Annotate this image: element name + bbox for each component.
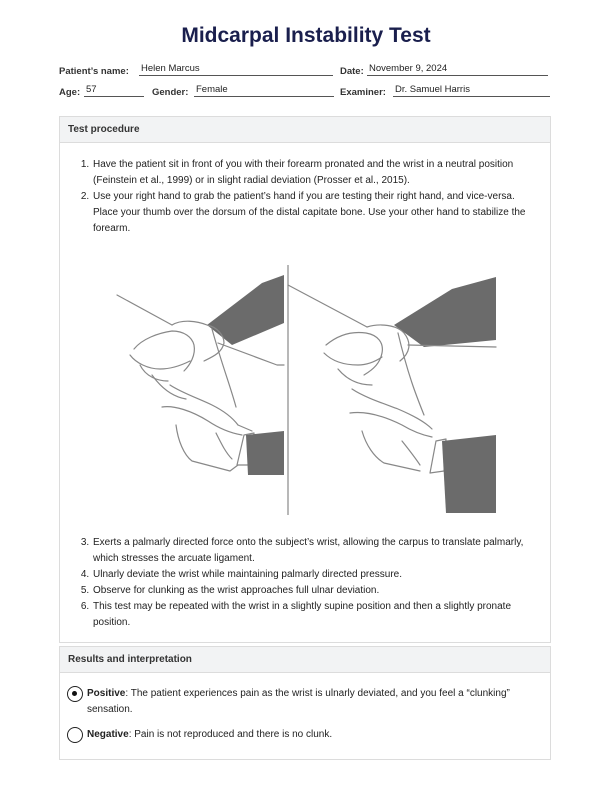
negative-description: : Pain is not reproduced and there is no clunk. xyxy=(128,729,333,740)
gender-label: Gender: xyxy=(152,87,189,98)
age-label: Age: xyxy=(59,87,81,98)
step-1: 1. Have the patient sit in front of you with their forearm pronated and the wrist in a neutral position (Feinstein et al., 1999) or in slight radial deviation (Prosser et al., 2015). xyxy=(92,157,542,189)
test-procedure-card xyxy=(59,116,551,643)
age-field xyxy=(59,84,97,98)
step-5: 5. Observe for clunking as the wrist approaches full ulnar deviation. xyxy=(92,583,542,599)
step-3: 3. Exerts a palmarly directed force onto the subject’s wrist, allowing the carpus to translate palmarly, which stresses the arcuate ligament. xyxy=(92,535,542,567)
results-card xyxy=(59,646,551,760)
steps-list-top xyxy=(68,157,542,237)
page-title: Midcarpal Instability Test xyxy=(181,24,431,47)
examiner-label: Examiner: xyxy=(340,87,386,98)
result-option-negative[interactable] xyxy=(67,727,537,745)
negative-radio[interactable] xyxy=(67,727,83,743)
date-field xyxy=(340,63,448,77)
patient-name-field xyxy=(59,63,200,77)
wrist-test-illustration xyxy=(112,265,498,515)
date-label: Date: xyxy=(340,66,364,77)
examiner-input[interactable]: Dr. Samuel Harris xyxy=(393,84,550,97)
patient-name-label: Patient’s name: xyxy=(59,66,129,77)
age-input[interactable]: 57 xyxy=(84,84,144,97)
step-4: 4. Ulnarly deviate the wrist while maintaining palmarly directed pressure. xyxy=(92,567,542,583)
test-procedure-heading: Test procedure xyxy=(60,117,550,143)
examiner-field xyxy=(340,84,470,98)
gender-field xyxy=(152,84,228,98)
radio-selected-dot xyxy=(72,691,77,696)
step-2: 2. Use your right hand to grab the patient’s hand if you are testing their right hand, and vice-versa. Place your thumb over the dorsum of the distal capitate bone. Use your other hand to stabilize the forearm. xyxy=(92,189,542,237)
illustration-panel-right xyxy=(288,277,496,513)
steps-list-bottom xyxy=(68,535,542,631)
negative-label: Negative xyxy=(87,729,129,740)
gender-input[interactable]: Female xyxy=(194,84,334,97)
illustration-panel-left xyxy=(117,275,284,475)
patient-name-input[interactable]: Helen Marcus xyxy=(139,63,333,76)
step-6: 6. This test may be repeated with the wrist in a slightly supine position and then a slightly pronate position. xyxy=(92,599,542,631)
result-option-positive[interactable] xyxy=(67,686,537,718)
positive-text xyxy=(87,686,537,718)
date-input[interactable]: November 9, 2024 xyxy=(367,63,548,76)
positive-description: : The patient experiences pain as the wrist is ulnarly deviated, and you feel a “clunking” sensation. xyxy=(87,688,510,715)
negative-text xyxy=(87,727,332,743)
positive-radio[interactable] xyxy=(67,686,83,702)
results-heading: Results and interpretation xyxy=(60,647,550,673)
positive-label: Positive xyxy=(87,688,126,699)
